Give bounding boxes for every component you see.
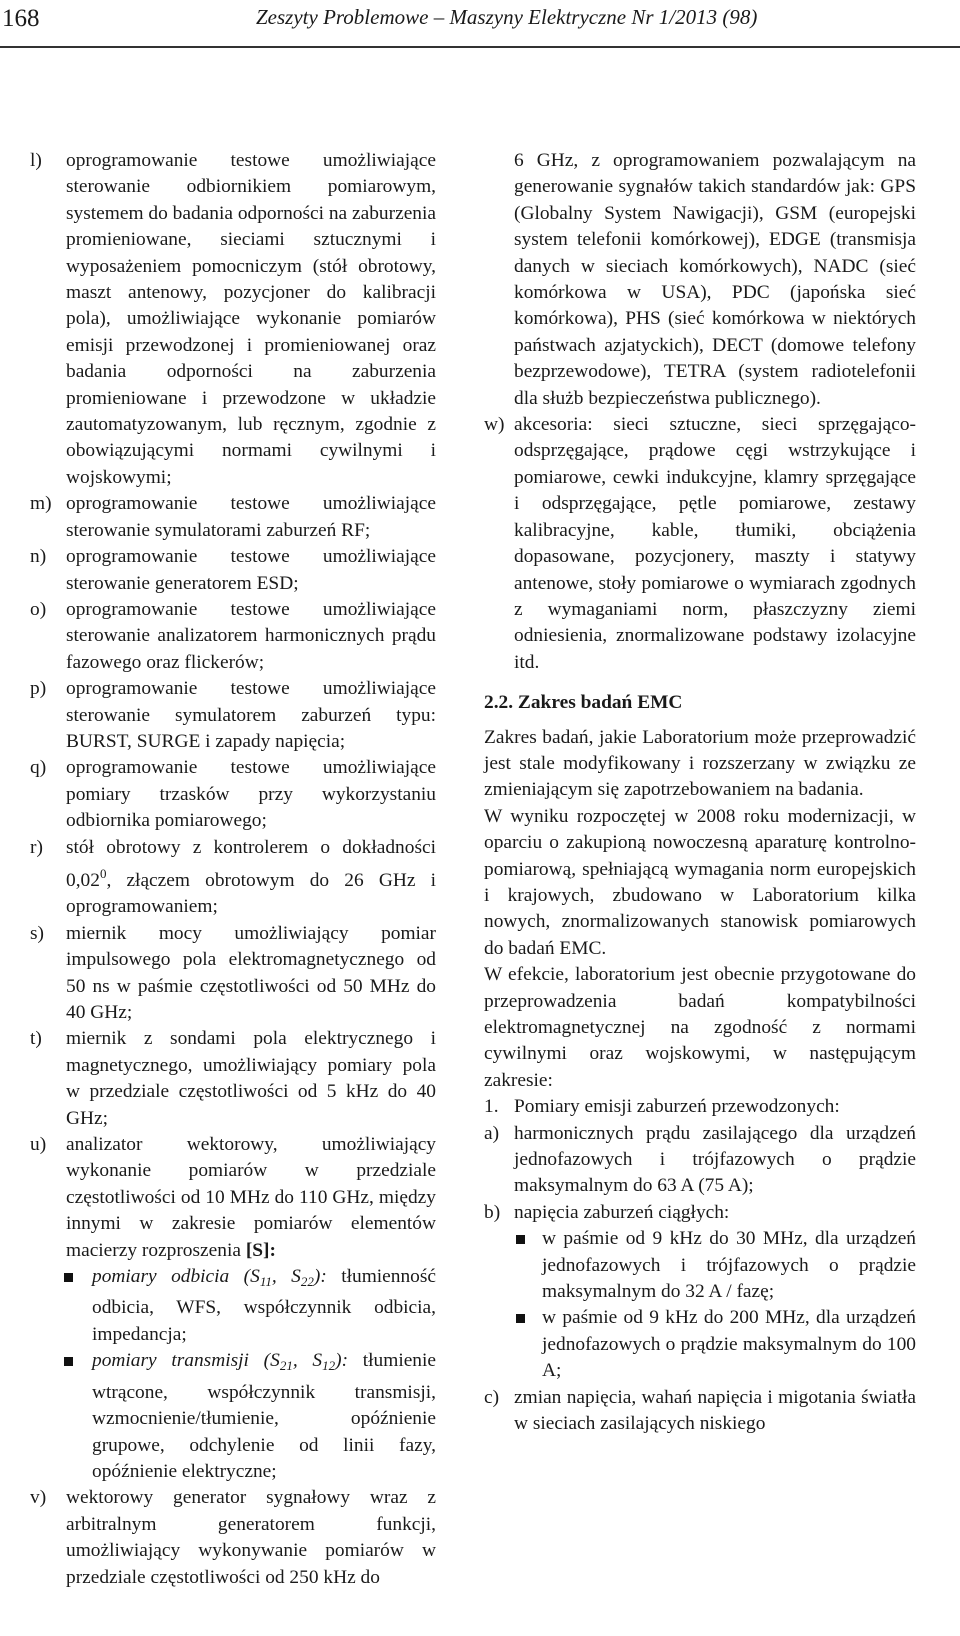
list-text: 6 GHz, z oprogramowaniem pozwalającym na generowanie sygnałów takich standardów jak: GPS (Globalny System Nawigacji), GSM (europejski system telefonii komórkowej), EDGE (transmisja danych w sieciach komórkowych), NADC (sieć komórkowa w USA), PDC (japońska sieć komórkowa), PHS (sieć komórkowa w niektórych państwach azjatyckich), DECT (domowe telefony bezprzewodowe), TETRA (system radiotelefonii dla służb bezpieczeństwa publicznego). — [514, 150, 916, 409]
page-number: 168 — [2, 5, 40, 32]
list-label: p) — [30, 678, 47, 700]
bullet-italic: , S — [271, 1266, 301, 1288]
page-header — [0, 0, 960, 52]
square-bullet-icon — [64, 1357, 73, 1366]
list-label: c) — [484, 1386, 500, 1408]
square-bullet-icon — [516, 1314, 525, 1323]
list-label: 1. — [484, 1096, 499, 1118]
list-text: harmonicznych prądu zasilającego dla urządzeń jednofazowych i trójfazowych o prądzie maksymalnym do 63 A (75 A); — [514, 1122, 916, 1197]
list-item-o — [30, 597, 436, 676]
bullet-text: tłumienność odbicia, WFS, współczynnik odbicia, impedancja; — [92, 1266, 437, 1345]
list-text: zmian napięcia, wahań napięcia i migotania światła w sieciach zasilających niskiego — [514, 1386, 916, 1435]
list-text: napięcia zaburzeń ciągłych: — [514, 1201, 730, 1223]
list-item-b — [484, 1200, 916, 1226]
list-item-w — [484, 412, 916, 676]
bullet-text: tłumienie wtrącone, współczynnik transmisji, wzmocnienie/tłumienie, opóźnienie grupowe, odchylenie od linii fazy, opóźnienie elektryczne; — [92, 1350, 436, 1482]
bullet-item-9khz-200mhz — [484, 1305, 916, 1384]
list-text: miernik z sondami pola elektrycznego i magnetycznego, umożliwiający pomiary pola w przedziale częstotliwości od 5 kHz do 40 GHz; — [66, 1028, 436, 1129]
list-text: oprogramowanie testowe umożliwiające sterowanie symulatorami zaburzeń RF; — [66, 493, 436, 541]
list-text-cont: , złączem obrotowym do 26 GHz i oprogramowaniem; — [66, 869, 436, 918]
list-label: q) — [30, 757, 47, 779]
list-item-m — [30, 491, 436, 544]
bullet-italic: , S — [292, 1350, 323, 1372]
list-label: b) — [484, 1201, 501, 1223]
bullet-item-reflection — [30, 1264, 436, 1348]
bullet-italic: ): — [313, 1266, 327, 1288]
list-text: oprogramowanie testowe umożliwiające sterowanie analizatorem harmonicznych prądu fazowego oraz flickerów; — [66, 598, 436, 673]
paragraph: W wyniku rozpoczętej w 2008 roku modernizacji, w oparciu o zakupioną nowoczesną aparaturę kontrolno-pomiarową, spełniającą wymagania norm europejskich i krajowych, zbudowano w Laboratorium kilka nowych, znormalizowanych stanowisk pomiarowych do badań EMC. — [484, 805, 916, 959]
list-label: u) — [30, 1134, 47, 1156]
numbered-item-1 — [484, 1094, 916, 1120]
section-heading: 2.2. Zakres badań EMC — [484, 692, 683, 714]
list-item-s — [30, 921, 436, 1027]
list-text: oprogramowanie testowe umożliwiające sterowanie generatorem ESD; — [66, 546, 436, 594]
list-item-c — [484, 1385, 916, 1438]
list-text: miernik mocy umożliwiający pomiar impulsowego pola elektromagnetycznego od 50 ns w paśmie częstotliwości od 50 MHz do 40 GHz; — [66, 922, 436, 1023]
subscript: 11 — [259, 1274, 272, 1290]
list-item-a — [484, 1121, 916, 1200]
list-item-p — [30, 676, 436, 755]
bullet-item-transmission — [30, 1348, 436, 1485]
bullet-italic: ): — [335, 1350, 349, 1372]
list-text: stół obrotowy z kontrolerem o dokładności 0,02 — [66, 836, 436, 891]
list-label: m) — [30, 493, 52, 515]
list-label: t) — [30, 1028, 42, 1050]
list-item-r — [30, 835, 436, 921]
list-label: v) — [30, 1487, 47, 1509]
list-item-q — [30, 755, 436, 834]
list-label: w) — [484, 414, 505, 436]
bullet-item-9khz-30mhz — [484, 1226, 916, 1305]
subscript: 22 — [300, 1274, 314, 1290]
bullet-text: w paśmie od 9 kHz do 200 MHz, dla urządzeń jednofazowych o prądzie maksymalnym do 100 A; — [542, 1307, 916, 1382]
right-column — [484, 148, 916, 1438]
subscript: 21 — [279, 1358, 293, 1374]
list-label: r) — [30, 836, 43, 858]
degree-superscript: 0 — [99, 865, 107, 881]
list-label: a) — [484, 1122, 500, 1144]
list-item-v — [30, 1485, 436, 1591]
paragraph: W efekcie, laboratorium jest obecnie przygotowane do przeprowadzenia badań kompatybilności elektromagnetycznej na zgodność z normami cywilnymi oraz wojskowymi, w następującym zakresie: — [484, 964, 916, 1091]
list-label: l) — [30, 150, 42, 171]
list-text: akcesoria: sieci sztuczne, sieci sprzęgająco-odsprzęgające, prądowe cęgi wstrzykujące i pomiarowe, cewki indukcyjne, klamry sprzęgające i odsprzęgające, pętle pomiarowe, zestawy kalibracyjne, kable, tłumiki, obciążenia dopasowane, pozycjonery, maszty i statywy antenowe, stoły pomiarowe o wymiarach zgodnych z wymaganiami norm, płaszczyzny ziemi odniesienia, znormalizowane podstawy izolacyjne itd. — [514, 414, 916, 673]
list-text: Pomiary emisji zaburzeń przewodzonych: — [514, 1096, 840, 1118]
subscript: 12 — [322, 1358, 336, 1374]
bullet-italic: pomiary odbicia (S — [92, 1266, 260, 1288]
bullet-italic: pomiary transmisji (S — [92, 1350, 280, 1372]
list-text: oprogramowanie testowe umożliwiające sterowanie odbiornikiem pomiarowym, systemem do badania odporności na zaburzenia promieniowane, sieciami sztucznymi i wyposażeniem pomocniczym (stół obrotowy, maszt antenowy, pozycjoner do kalibracji pola), umożliwiające wykonanie pomiarów emisji przewodzonej i promieniowanej oraz badania odporności na zaburzenia promieniowane i przewodzone w układzie zautomatyzowanym, lub ręcznym, zgodnie z obowiązującymi normami cywilnymi i wojskowymi; — [66, 150, 436, 488]
paragraph: Zakres badań, jakie Laboratorium może przeprowadzić jest stale modyfikowany i rozszerzany w związku ze zmieniającym się zapotrzebowaniem na badania. — [484, 726, 916, 801]
header-rule — [0, 46, 960, 48]
list-item-n — [30, 544, 436, 597]
left-column — [30, 148, 436, 1591]
journal-title: Zeszyty Problemowe – Maszyny Elektryczne Nr 1/2013 (98) — [256, 5, 758, 29]
list-item-u — [30, 1132, 436, 1264]
list-label: s) — [30, 922, 45, 944]
list-label: o) — [30, 598, 47, 620]
list-item-v-continued — [484, 148, 916, 412]
list-item-l — [30, 148, 436, 491]
list-text: oprogramowanie testowe umożliwiające pomiary trzasków przy wykorzystaniu odbiornika pomiarowego; — [66, 757, 436, 832]
list-text: analizator wektorowy, umożliwiający wykonanie pomiarów w przedziale częstotliwości od 10 MHz do 110 GHz, między innymi w zakresie pomiarów elementów macierzy rozproszenia — [66, 1134, 436, 1261]
list-text: oprogramowanie testowe umożliwiające sterowanie symulatorem zaburzeń typu: BURST, SURGE i zapady napięcia; — [66, 678, 436, 752]
list-item-t — [30, 1026, 436, 1132]
square-bullet-icon — [516, 1235, 525, 1244]
citation-ref: [S]: — [245, 1239, 276, 1261]
bullet-text: w paśmie od 9 kHz do 30 MHz, dla urządzeń jednofazowych i trójfazowych o prądzie maksymalnym do 32 A / fazę; — [542, 1228, 916, 1303]
list-label: n) — [30, 546, 47, 568]
square-bullet-icon — [64, 1273, 73, 1282]
list-text: wektorowy generator sygnałowy wraz z arbitralnym generatorem funkcji, umożliwiający wykonywanie pomiarów w przedziale częstotliwości od 250 kHz do — [66, 1487, 436, 1588]
